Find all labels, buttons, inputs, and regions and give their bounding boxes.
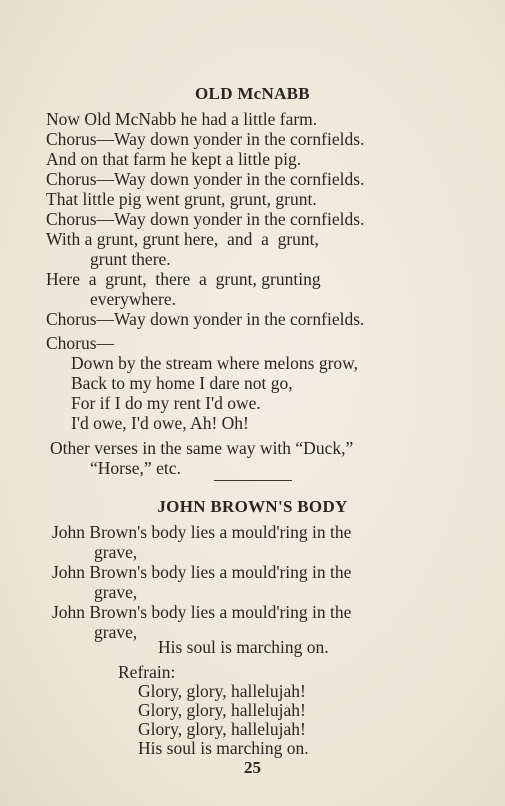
verse-line-continued: everywhere. xyxy=(90,289,176,309)
chorus-label: Chorus— xyxy=(46,333,115,353)
note-line: Other verses in the same way with “Duck,” xyxy=(50,438,354,458)
chorus-line: Back to my home I dare not go, xyxy=(71,373,293,393)
verse-line-continued: grave, xyxy=(94,542,138,562)
song-title-john-browns-body: JOHN BROWN'S BODY xyxy=(157,497,348,516)
verse-line: Chorus—Way down yonder in the cornfields. xyxy=(46,129,365,149)
verse-line: John Brown's body lies a mould'ring in the xyxy=(52,562,352,582)
verse-line: Now Old McNabb he had a little farm. xyxy=(46,109,318,129)
note-line-continued: “Horse,” etc. xyxy=(90,458,181,478)
verse-line-continued: grunt there. xyxy=(90,249,171,269)
refrain-line: Glory, glory, hallelujah! xyxy=(138,700,306,720)
chorus-line: I'd owe, I'd owe, Ah! Oh! xyxy=(71,413,249,433)
section-divider xyxy=(214,480,292,481)
verse-line: John Brown's body lies a mould'ring in the xyxy=(52,602,352,622)
refrain-line: Glory, glory, hallelujah! xyxy=(138,719,306,739)
verse-line: With a grunt, grunt here, and a grunt, xyxy=(46,229,319,249)
verse-line: Here a grunt, there a grunt, grunting xyxy=(46,269,321,289)
verse-line: That little pig went grunt, grunt, grunt. xyxy=(46,189,317,209)
verse-line: Chorus—Way down yonder in the cornfields. xyxy=(46,309,365,329)
verse-line: And on that farm he kept a little pig. xyxy=(46,149,302,169)
refrain-label: Refrain: xyxy=(118,662,176,682)
verse-line-continued: grave, xyxy=(94,622,138,642)
chorus-line: For if I do my rent I'd owe. xyxy=(71,393,261,413)
refrain-line: Glory, glory, hallelujah! xyxy=(138,681,306,701)
verse-line: His soul is marching on. xyxy=(158,637,329,657)
page-number: 25 xyxy=(244,758,261,777)
song-title-old-mcnabb: OLD McNABB xyxy=(195,84,310,103)
verse-line: John Brown's body lies a mould'ring in the xyxy=(52,522,352,542)
refrain-line: His soul is marching on. xyxy=(138,738,309,758)
chorus-line: Down by the stream where melons grow, xyxy=(71,353,359,373)
verse-line-continued: grave, xyxy=(94,582,138,602)
verse-line: Chorus—Way down yonder in the cornfields. xyxy=(46,209,365,229)
verse-line: Chorus—Way down yonder in the cornfields. xyxy=(46,169,365,189)
